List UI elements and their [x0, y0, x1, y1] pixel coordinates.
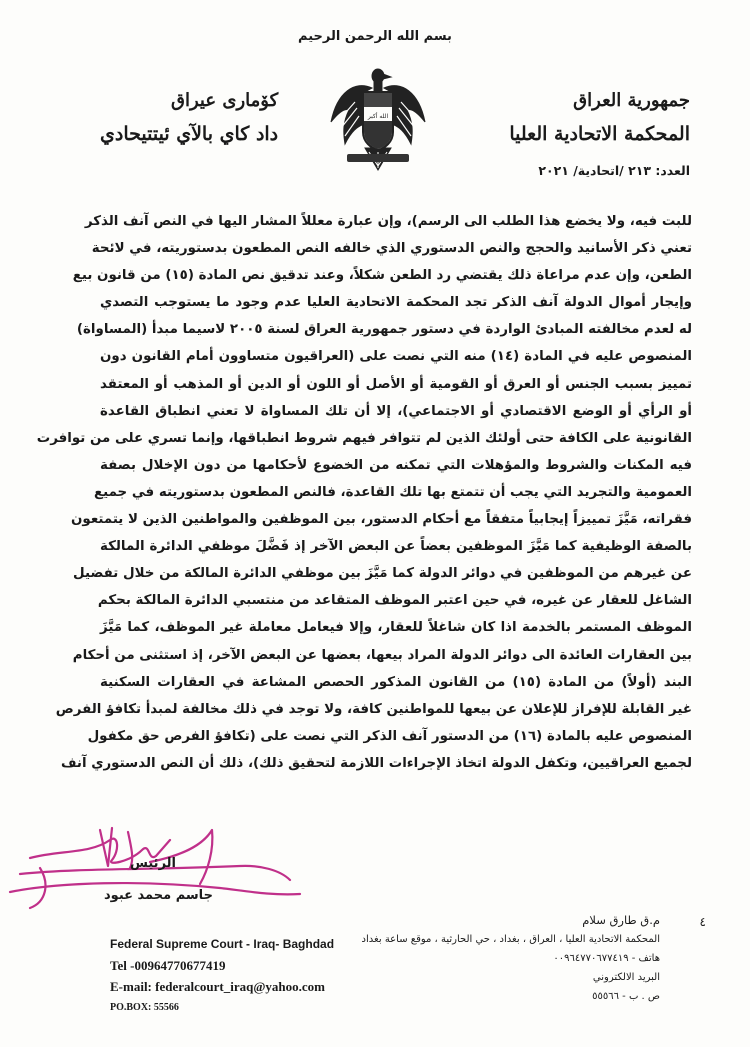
phone-ar: هاتف - ٠٠٩٦٤٧٧٠٦٧٧٤١٩	[553, 953, 660, 964]
body-line: فقراته، مَيَّزَ تمييزاً إيجابياً متفقاً مع أحكام الدستور، بين الموظفين والمواطنين الذين لا يتمتعون	[71, 512, 692, 528]
footer-english	[110, 934, 334, 1018]
body-line: تعني ذكر الأسانيد والحجج والنص الدستوري الذي خالفه النص المطعون بدستوريته، في لائحة	[91, 241, 692, 257]
clerk-initials: م.ق طارق سلام	[582, 913, 660, 927]
body-line: بالصفة الوظيفية كما مَيَّزَ الموظفين بعضاً عن البعض الآخر إذ فَضَّلَ موظفي الدائرة المالكة	[100, 539, 692, 555]
reference-number: العدد: ٢١٣ /اتحادية/ ٢٠٢١	[538, 163, 690, 178]
country-name-ar: جمهورية العراق	[573, 90, 690, 111]
body-line: تمييز بسبب الجنس أو العرق أو القومية أو الأصل أو اللون أو الدين أو المذهب أو المعتقد	[100, 376, 692, 392]
body-line: العمومية والتجريد التي يجب أن تتمتع بها تلك القاعدة، فالنص المطعون بدستوريته في جميع	[93, 484, 692, 500]
president-name: جاسم محمد عبود	[104, 888, 213, 903]
email-en: E-mail: federalcourt_iraq@yahoo.com	[110, 979, 325, 994]
body-line: فيه المكنات والشروط والمؤهلات التي تمكنه من الخضوع لأحكامها من دون الإخلال بصفة	[100, 457, 692, 473]
court-name-en: Federal Supreme Court - Iraq- Baghdad	[110, 937, 335, 951]
president-title: الرئيس	[130, 856, 176, 871]
pobox-ar: ص . ب - ٥٥٥٦٦	[592, 991, 660, 1002]
body-line: البند (أولاً) من المادة (١٥) من القانون المذكور الحصص المشاعة في العقارات السكنية	[100, 674, 693, 690]
body-line: غير القابلة للإفراز للإعلان عن بيعها للمواطنين كافة، ولا توجد في ذلك مخالفة لمبدأ تكافؤ الفرص	[55, 701, 692, 717]
body-line: الموظف المستمر بالخدمة اذا كان شاغلاً للعقار، وإلا فيعامل معاملة غير الموظف، كما مَيَّزَ	[100, 620, 692, 636]
svg-text:الله أكبر: الله أكبر	[367, 113, 389, 120]
country-name-ku: كوٚمارى عيراق	[171, 90, 279, 111]
body-line: القانونية على الكافة حتى أولئك الذين لم تتوافر فيهم شروط انطباقها، وإنما تسري على من توافرت	[36, 430, 692, 446]
eagle-emblem-icon	[325, 62, 431, 174]
body-line: عن غيرهم من الموظفين في دوائر الدولة كما مَيَّزَ بين موظفي الدائرة المالكة من خلال تفضيل	[73, 566, 692, 582]
court-name-ar: المحكمة الاتحادية العليا	[509, 123, 690, 145]
phone-en: Tel -00964770677419	[110, 958, 226, 973]
body-line: للبت فيه، ولا يخضع هذا الطلب الى الرسم)، وإن عبارة معللاً المشار اليها في النص آنف الذكر	[84, 214, 692, 229]
body-line: له لعدم مخالفته المبادئ الواردة في دستور جمهورية العراق لسنة ٢٠٠٥ لاسيما مبدأ (المساواة)	[76, 322, 692, 338]
header-kurdish	[100, 90, 278, 145]
body-line: وإيجار أموال الدولة آنف الذكر تجد المحكمة الاتحادية العليا عدم وجود ما يستوجب التصدي	[100, 295, 692, 311]
body-line: المنصوص عليه بالمادة (١٦) من الدستور آنف الذكر التي نصت على (تكافؤ الفرص حق مكفول	[87, 728, 692, 744]
address-ar: المحكمة الاتحادية العليا ، العراق ، بغداد ، حي الحارثية ، موقع ساعة بغداد	[361, 934, 660, 945]
body-line: بين العقارات العائدة الى دوائر الدولة المراد بيعها، بعضها عن البعض الآخر، إذ استثنى من أحكام	[72, 647, 692, 663]
body-line: أو الرأي أو الوضع الاقتصادي أو الاجتماعي)، إلا أن تلك المساواة لا تعني انطباق القاعدة	[100, 403, 692, 419]
body-line: المنصوص عليه في المادة (١٤) منه التي نصت على (العراقيون متساوون أمام القانون دون	[100, 349, 692, 365]
page-marker: ٤	[699, 915, 706, 929]
body-line: لجميع العراقيين، وتكفل الدولة اتخاذ الإجراءات اللازمة لتحقيق ذلك)، ذلك أن النص الدستوري آنف	[60, 755, 692, 771]
body-line: الطعن، وإن عدم مراعاة ذلك يقتضي رد الطعن شكلاً، وعند تدقيق نص المادة (١٥) من قانون بيع	[72, 268, 692, 284]
footer-arabic	[362, 911, 660, 1006]
basmala: بسم الله الرحمن الرحيم	[298, 29, 452, 44]
judgment-body	[36, 208, 693, 777]
header-arabic	[509, 90, 690, 145]
body-line: الشاغل للعقار عن غيره، في حين اعتبر الموظف المتقاعد من منتسبي الدائرة المالكة بحكم	[97, 593, 692, 609]
pobox-en: PO.BOX: 55566	[110, 1002, 179, 1013]
court-name-ku: داد كاي بالآي ئيتتيحادي	[100, 123, 279, 145]
email-label-ar: البريد الالكتروني	[592, 972, 660, 983]
